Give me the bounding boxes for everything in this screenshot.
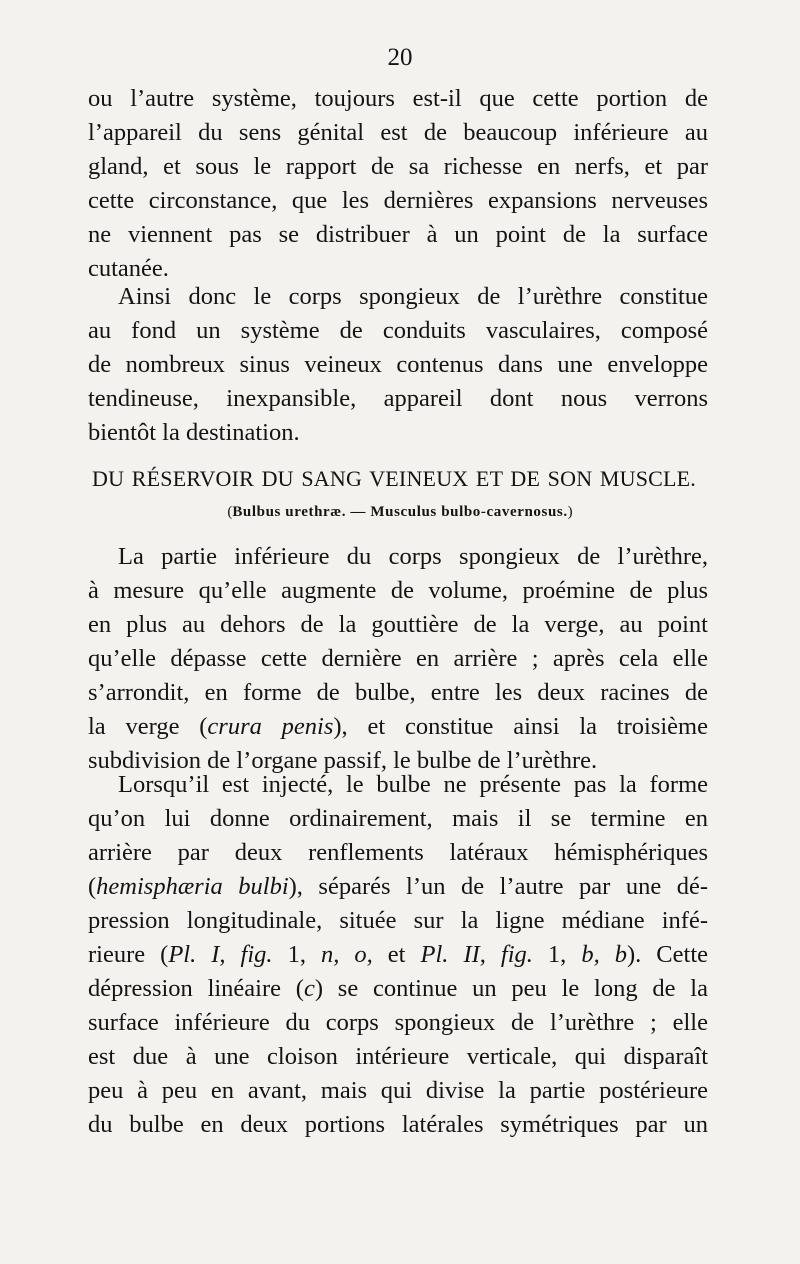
page-number: 20: [387, 44, 413, 71]
text-line: gland, et sous le rapport de sa richesse en nerfs, et par: [88, 153, 708, 180]
text-line: qu’elle dépasse cette dernière en arrière ; après cela elle: [88, 645, 708, 672]
subheading-text: Bulbus urethræ. — Musculus bulbo-cavernosus.: [232, 504, 568, 520]
text-line: subdivision de l’organe passif, le bulbe de l’urèthre.: [88, 747, 598, 774]
text-line: [88, 870, 708, 904]
text-line: ne viennent pas se distribuer à un point de la surface: [88, 221, 708, 248]
italic-term: crura penis: [207, 713, 334, 740]
text-line: [88, 710, 708, 744]
text-segment: ). Cette: [627, 941, 709, 968]
text-line: [88, 972, 708, 1006]
text-line: Ainsi donc le corps spongieux de l’urèthre constitue: [118, 283, 708, 310]
paragraph-3: [88, 540, 708, 778]
text-line: bientôt la destination.: [88, 419, 300, 446]
figure-letters: n, o,: [320, 941, 373, 968]
plate-reference: Pl. I, fig.: [168, 941, 273, 968]
text-segment: 1,: [532, 941, 582, 968]
text-line: La partie inférieure du corps spongieux de l’urèthre,: [118, 543, 708, 570]
text-line: Lorsqu’il est injecté, le bulbe ne présente pas la forme: [118, 771, 708, 798]
text-line: de nombreux sinus veineux contenus dans une enveloppe: [88, 351, 708, 378]
figure-letters: c: [303, 975, 315, 1002]
paragraph-2: [88, 280, 708, 450]
text-line: l’appareil du sens génital est de beaucoup inférieure au: [88, 119, 708, 146]
subheading-close-paren: ): [567, 504, 573, 520]
text-line: s’arrondit, en forme de bulbe, entre les deux racines de: [88, 679, 708, 706]
paragraph-4: [88, 768, 708, 1142]
text-segment: la verge (: [88, 713, 208, 740]
text-line: du bulbe en deux portions latérales symétriques par un: [88, 1111, 708, 1138]
text-segment: rieure (: [88, 941, 169, 968]
figure-letters: b, b: [581, 941, 627, 968]
text-segment: et: [372, 941, 421, 968]
text-line: est due à une cloison intérieure verticale, qui disparaît: [88, 1043, 708, 1070]
text-line: à mesure qu’elle augmente de volume, proémine de plus: [88, 577, 708, 604]
text-line: [88, 938, 708, 972]
plate-reference: Pl. II, fig.: [420, 941, 533, 968]
text-line: arrière par deux renflements latéraux hémisphériques: [88, 839, 708, 866]
text-segment: 1,: [272, 941, 321, 968]
text-line: cutanée.: [88, 255, 169, 282]
text-line: peu à peu en avant, mais qui divise la partie postérieure: [88, 1077, 708, 1104]
text-segment: (: [88, 873, 97, 900]
italic-term: hemisphæria bulbi: [96, 873, 289, 900]
paragraph-1: [88, 82, 708, 286]
subheading-open-paren: (: [227, 504, 233, 520]
text-line: cette circonstance, que les dernières expansions nerveuses: [88, 187, 708, 214]
text-segment: dépression linéaire (: [88, 975, 304, 1002]
text-line: en plus au dehors de la gouttière de la verge, au point: [88, 611, 708, 638]
text-line: ou l’autre système, toujours est-il que cette portion de: [88, 85, 708, 112]
section-subheading: [0, 504, 800, 521]
text-segment: ), séparés l’un de l’autre par une dé-: [288, 873, 708, 900]
text-line: pression longitudinale, située sur la ligne médiane infé-: [88, 907, 708, 934]
text-line: surface inférieure du corps spongieux de l’urèthre ; elle: [88, 1009, 708, 1036]
text-segment: ), et constitue ainsi la troisième: [333, 713, 708, 740]
text-segment: ) se continue un peu le long de la: [314, 975, 708, 1002]
text-line: qu’on lui donne ordinairement, mais il se termine en: [88, 805, 708, 832]
text-line: au fond un système de conduits vasculaires, composé: [88, 317, 708, 344]
text-line: tendineuse, inexpansible, appareil dont nous verrons: [88, 385, 708, 412]
section-heading: DU RÉSERVOIR DU SANG VEINEUX ET DE SON MUSCLE.: [92, 466, 696, 491]
